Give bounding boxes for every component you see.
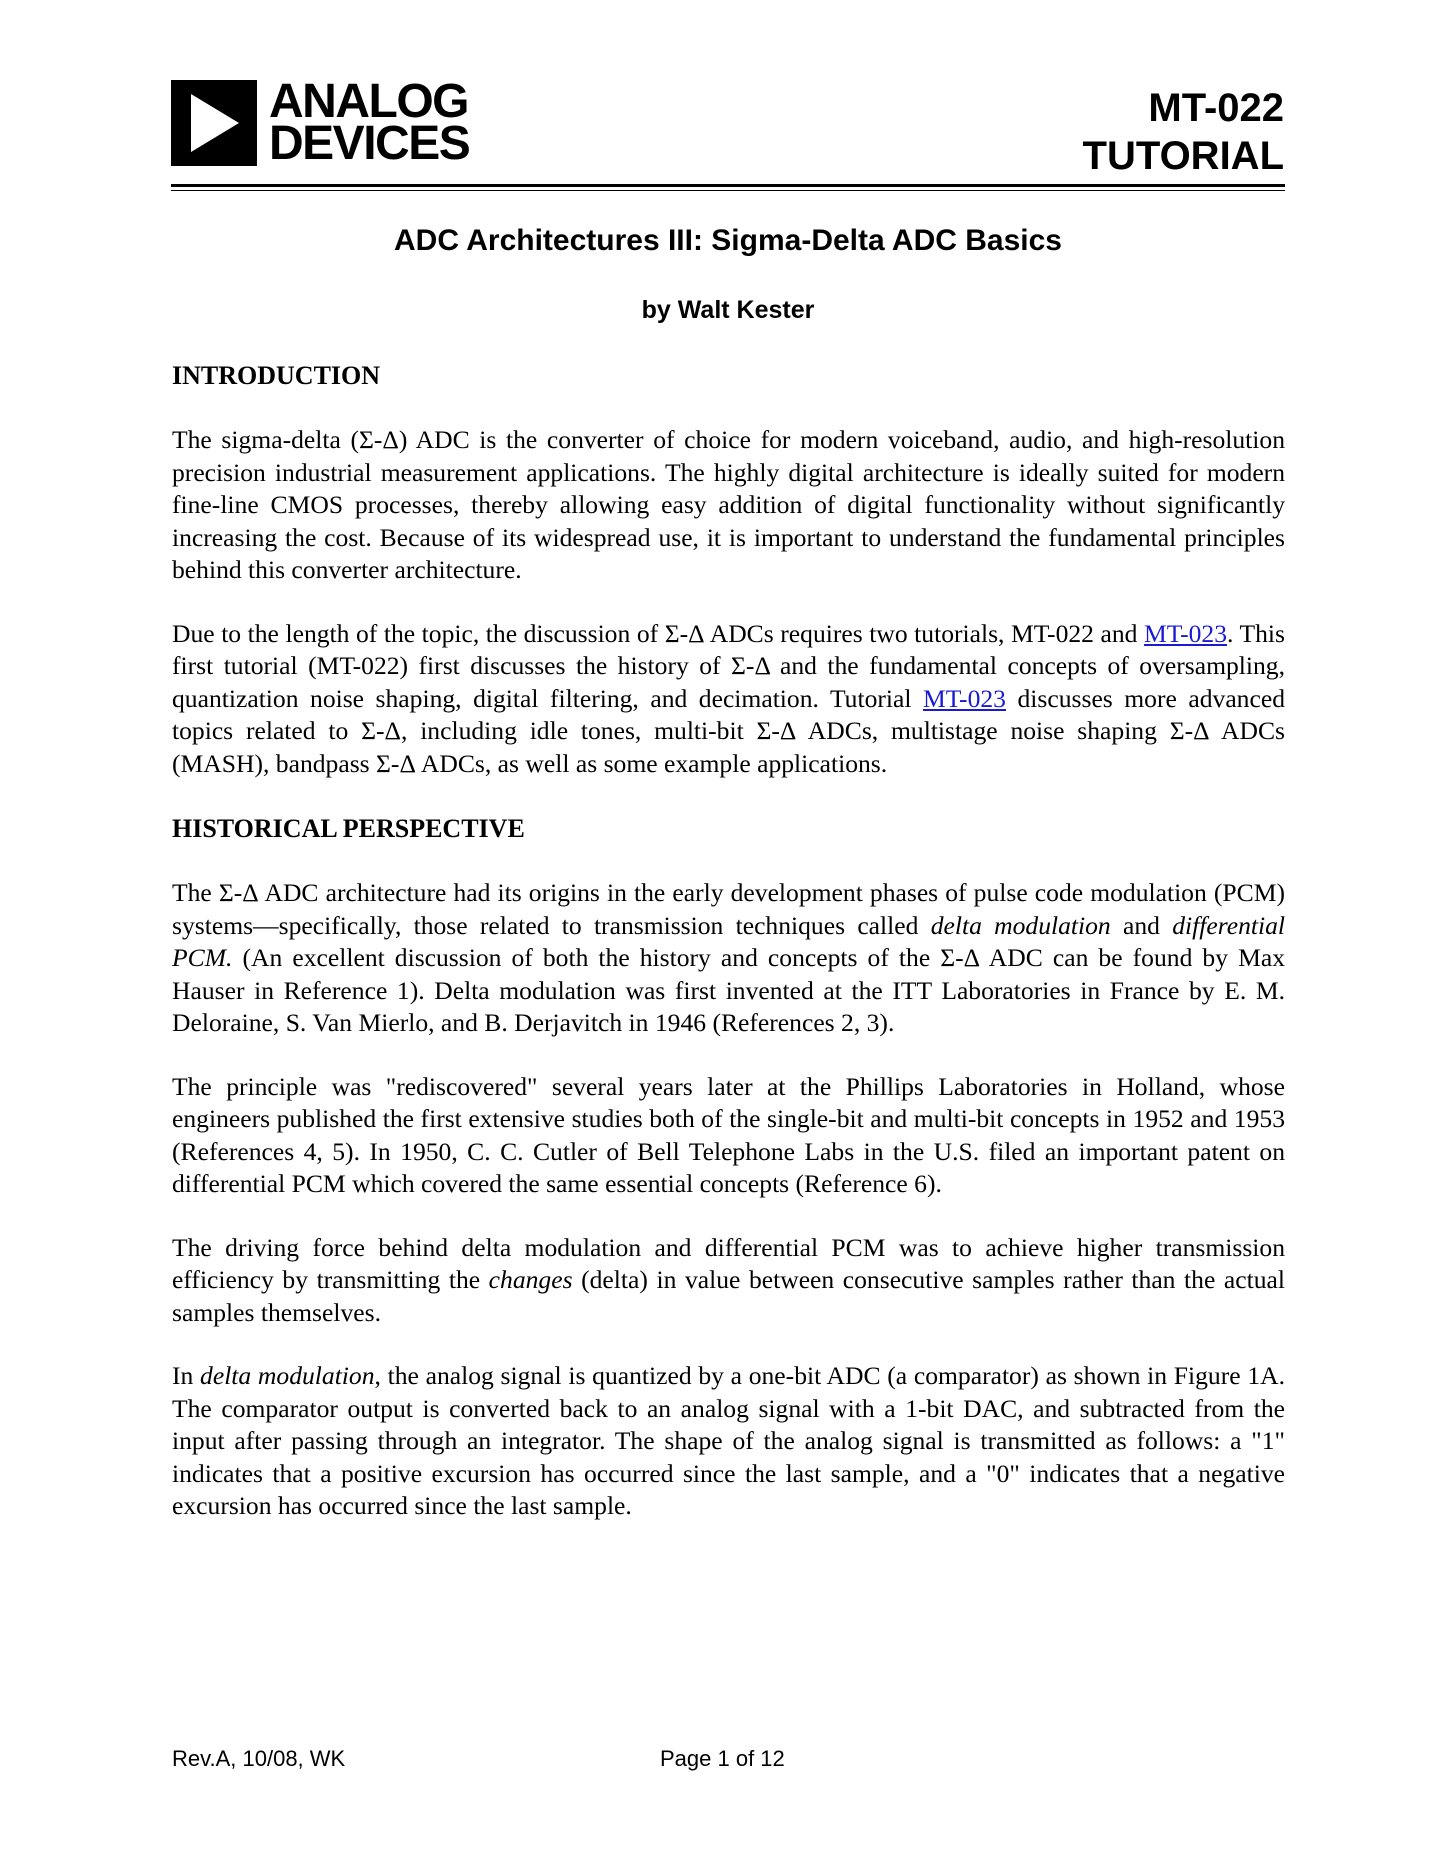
doc-type: TUTORIAL bbox=[1082, 134, 1284, 178]
logo-line-2: DEVICES bbox=[269, 117, 470, 170]
text-span: . This first tutorial (MT-022) first discusses the history of Σ-Δ and the fundamental concepts of oversampling, quantization noise shaping, digital filtering, and decimation. Tutorial bbox=[172, 618, 1285, 713]
emphasis-text: delta modulation bbox=[930, 910, 1111, 940]
logo-line-1: ANALOG bbox=[269, 75, 468, 128]
emphasis-text: delta modulation bbox=[200, 1361, 375, 1390]
text-span: and bbox=[1110, 910, 1173, 940]
paragraph-intro-1: The sigma-delta (Σ-Δ) ADC is the converter of choice for modern voiceband, audio, and high-resolution precision industrial measurement applications. The highly digital architecture is ideally suited for modern fine-line CMOS processes, thereby allowing easy addition of digital functionality without significantly increasing the cost. Because of its widespread use, it is important to understand the fundamental principles behind this converter architecture. bbox=[172, 425, 1285, 584]
link-mt-023[interactable]: MT-023 bbox=[1144, 618, 1227, 648]
text-span: (An excellent discussion of both the history and concepts of the Σ-Δ ADC can be found by Max Hauser in Reference 1). Delta modulation was first invented at the ITT Laboratories in France by E. M. Deloraine, S. Van Mierlo, and B. Derjavitch in 1946 (References 2, 3). bbox=[172, 943, 1285, 1037]
document-id bbox=[1083, 84, 1284, 180]
doc-number: MT-022 bbox=[1148, 86, 1284, 130]
analog-devices-triangle-logo-icon bbox=[171, 80, 257, 166]
paragraph-history-4 bbox=[172, 1360, 1285, 1523]
text-span: discusses more advanced topics related to Σ-Δ, including idle tones, multi-bit Σ-Δ ADCs, multistage noise shaping Σ-Δ ADCs (MASH), bandpass Σ-Δ ADCs, as well as some example applications. bbox=[172, 683, 1285, 778]
paragraph-history-3 bbox=[172, 1232, 1285, 1330]
text-span: In bbox=[172, 1361, 201, 1390]
section-heading-historical-perspective: HISTORICAL PERSPECTIVE bbox=[172, 814, 525, 843]
document-title: ADC Architectures III: Sigma-Delta ADC Basics bbox=[394, 224, 1062, 257]
paragraph-history-2: The principle was "rediscovered" several years later at the Phillips Laboratories in Holland, whose engineers published the first extensive studies both of the single-bit and multi-bit concepts in 1952 and 1953 (References 4, 5). In 1950, C. C. Cutler of Bell Telephone Labs in the U.S. filed an important patent on differential PCM which covered the same essential concepts (Reference 6). bbox=[172, 1071, 1285, 1198]
emphasis-text: changes bbox=[488, 1265, 573, 1294]
text-span: , the analog signal is quantized by a one-bit ADC (a comparator) as shown in Figure 1A. The comparator output is converted back to an analog signal with a 1-bit DAC, and subtracted from the input after passing through an integrator. The shape of the analog signal is transmitted as follows: a "1" indicates that a positive excursion has occurred since the last sample, and a "0" indicates that a negative excursion has occurred since the last sample. bbox=[172, 1361, 1286, 1520]
logo-wordmark bbox=[269, 75, 470, 170]
emphasis-text: differential PCM. bbox=[172, 910, 1286, 972]
section-heading-introduction: INTRODUCTION bbox=[172, 361, 381, 390]
text-span: (delta) in value between consecutive samples rather than the actual samples themselves. bbox=[172, 1265, 1285, 1327]
paragraph-history-1 bbox=[172, 877, 1285, 1040]
header-divider-thick bbox=[171, 184, 1285, 187]
text-span: The driving force behind delta modulation and differential PCM was to achieve higher transmission efficiency by transmitting the bbox=[172, 1232, 1285, 1294]
text-span: Due to the length of the topic, the discussion of Σ-Δ ADCs requires two tutorials, MT-022 and bbox=[172, 618, 1145, 648]
link-mt-023[interactable]: MT-023 bbox=[923, 683, 1006, 713]
document-body bbox=[172, 358, 1285, 1554]
company-logo bbox=[171, 75, 470, 170]
paragraph-intro-2 bbox=[172, 618, 1285, 781]
header-divider-thin bbox=[171, 190, 1285, 191]
footer-revision: Rev.A, 10/08, WK bbox=[172, 1746, 346, 1771]
footer-page-number: Page 1 of 12 bbox=[660, 1746, 785, 1771]
document-author: by Walt Kester bbox=[641, 296, 815, 324]
text-span: The Σ-Δ ADC architecture had its origins in the early development phases of pulse code modulation (PCM) systems—specifically, those related to transmission techniques called bbox=[172, 878, 1285, 940]
